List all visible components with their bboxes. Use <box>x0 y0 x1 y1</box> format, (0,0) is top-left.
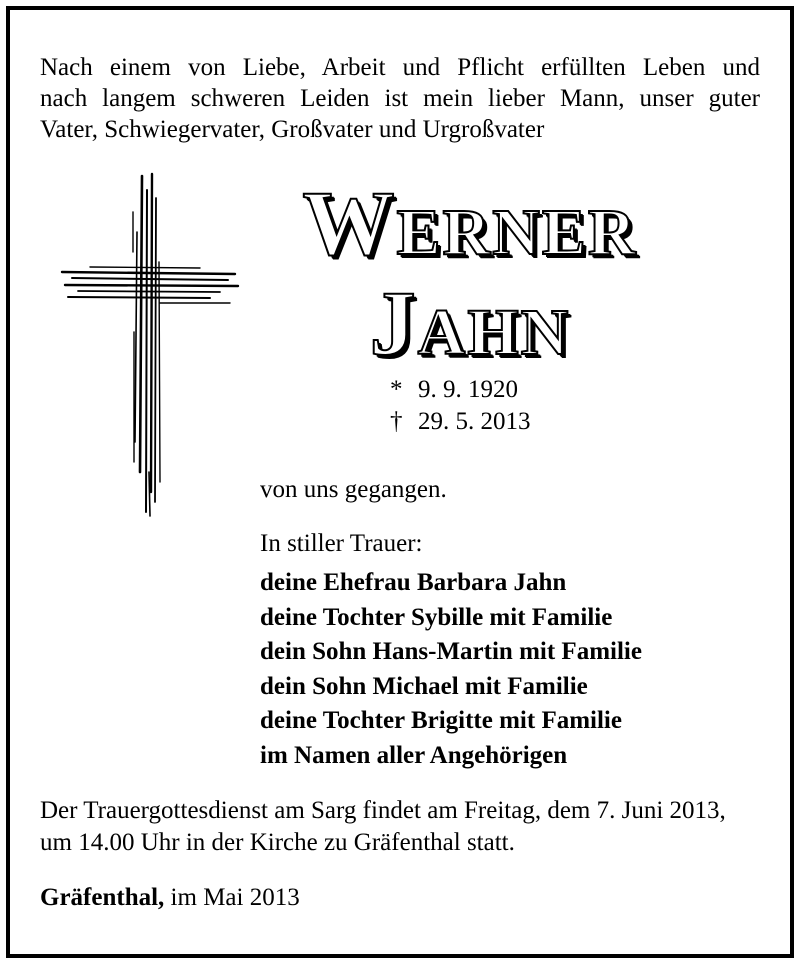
last-name-rest: AHN <box>417 296 571 369</box>
passed-away-text: von uns gegangen. <box>260 476 447 503</box>
first-name-rest: ERNER <box>396 196 638 269</box>
mourner-item: im Namen aller Angehörigen <box>260 741 568 769</box>
mourners-list <box>260 566 642 773</box>
place-town: Gräfenthal, <box>40 884 165 911</box>
service-line-2: um 14.00 Uhr in der Kirche zu Gräfenthal statt. <box>40 829 515 856</box>
first-name-initial: W <box>302 172 397 274</box>
mourner-item: dein Sohn Michael mit Familie <box>260 672 588 700</box>
first-name <box>250 170 690 276</box>
life-dates <box>390 374 531 438</box>
intro-text <box>40 52 760 145</box>
death-date: 29. 5. 2013 <box>418 408 531 435</box>
service-info <box>40 795 760 859</box>
last-name-initial: J <box>369 272 418 374</box>
birth-symbol: * <box>390 376 403 403</box>
mourning-heading: In stiller Trauer: <box>260 530 423 557</box>
mourner-item: deine Tochter Brigitte mit Familie <box>260 707 622 734</box>
intro-line-3: Vater, Schwiegervater, Großvater und Urgroßvater <box>40 116 545 143</box>
death-symbol: † <box>390 408 403 435</box>
intro-line-2: nach langem schweren Leiden ist mein lieber Mann, unser guter <box>40 85 760 112</box>
mourner-item: deine Tochter Sybille mit Familie <box>260 603 613 631</box>
place-and-date <box>40 884 300 912</box>
mourner-item: dein Sohn Hans-Martin mit Familie <box>260 638 642 665</box>
birth-date: 9. 9. 1920 <box>418 376 518 403</box>
service-line-1: Der Trauergottesdienst am Sarg findet am Freitag, dem 7. Juni 2013, <box>40 797 726 824</box>
cross-icon <box>60 172 240 517</box>
mourner-item: deine Ehefrau Barbara Jahn <box>260 569 567 596</box>
intro-line-1: Nach einem von Liebe, Arbeit und Pflicht erfüllten Leben und <box>40 54 760 81</box>
death-date-row <box>390 406 531 438</box>
last-name <box>250 270 690 376</box>
birth-date-row <box>390 374 531 406</box>
place-date: im Mai 2013 <box>170 884 300 911</box>
